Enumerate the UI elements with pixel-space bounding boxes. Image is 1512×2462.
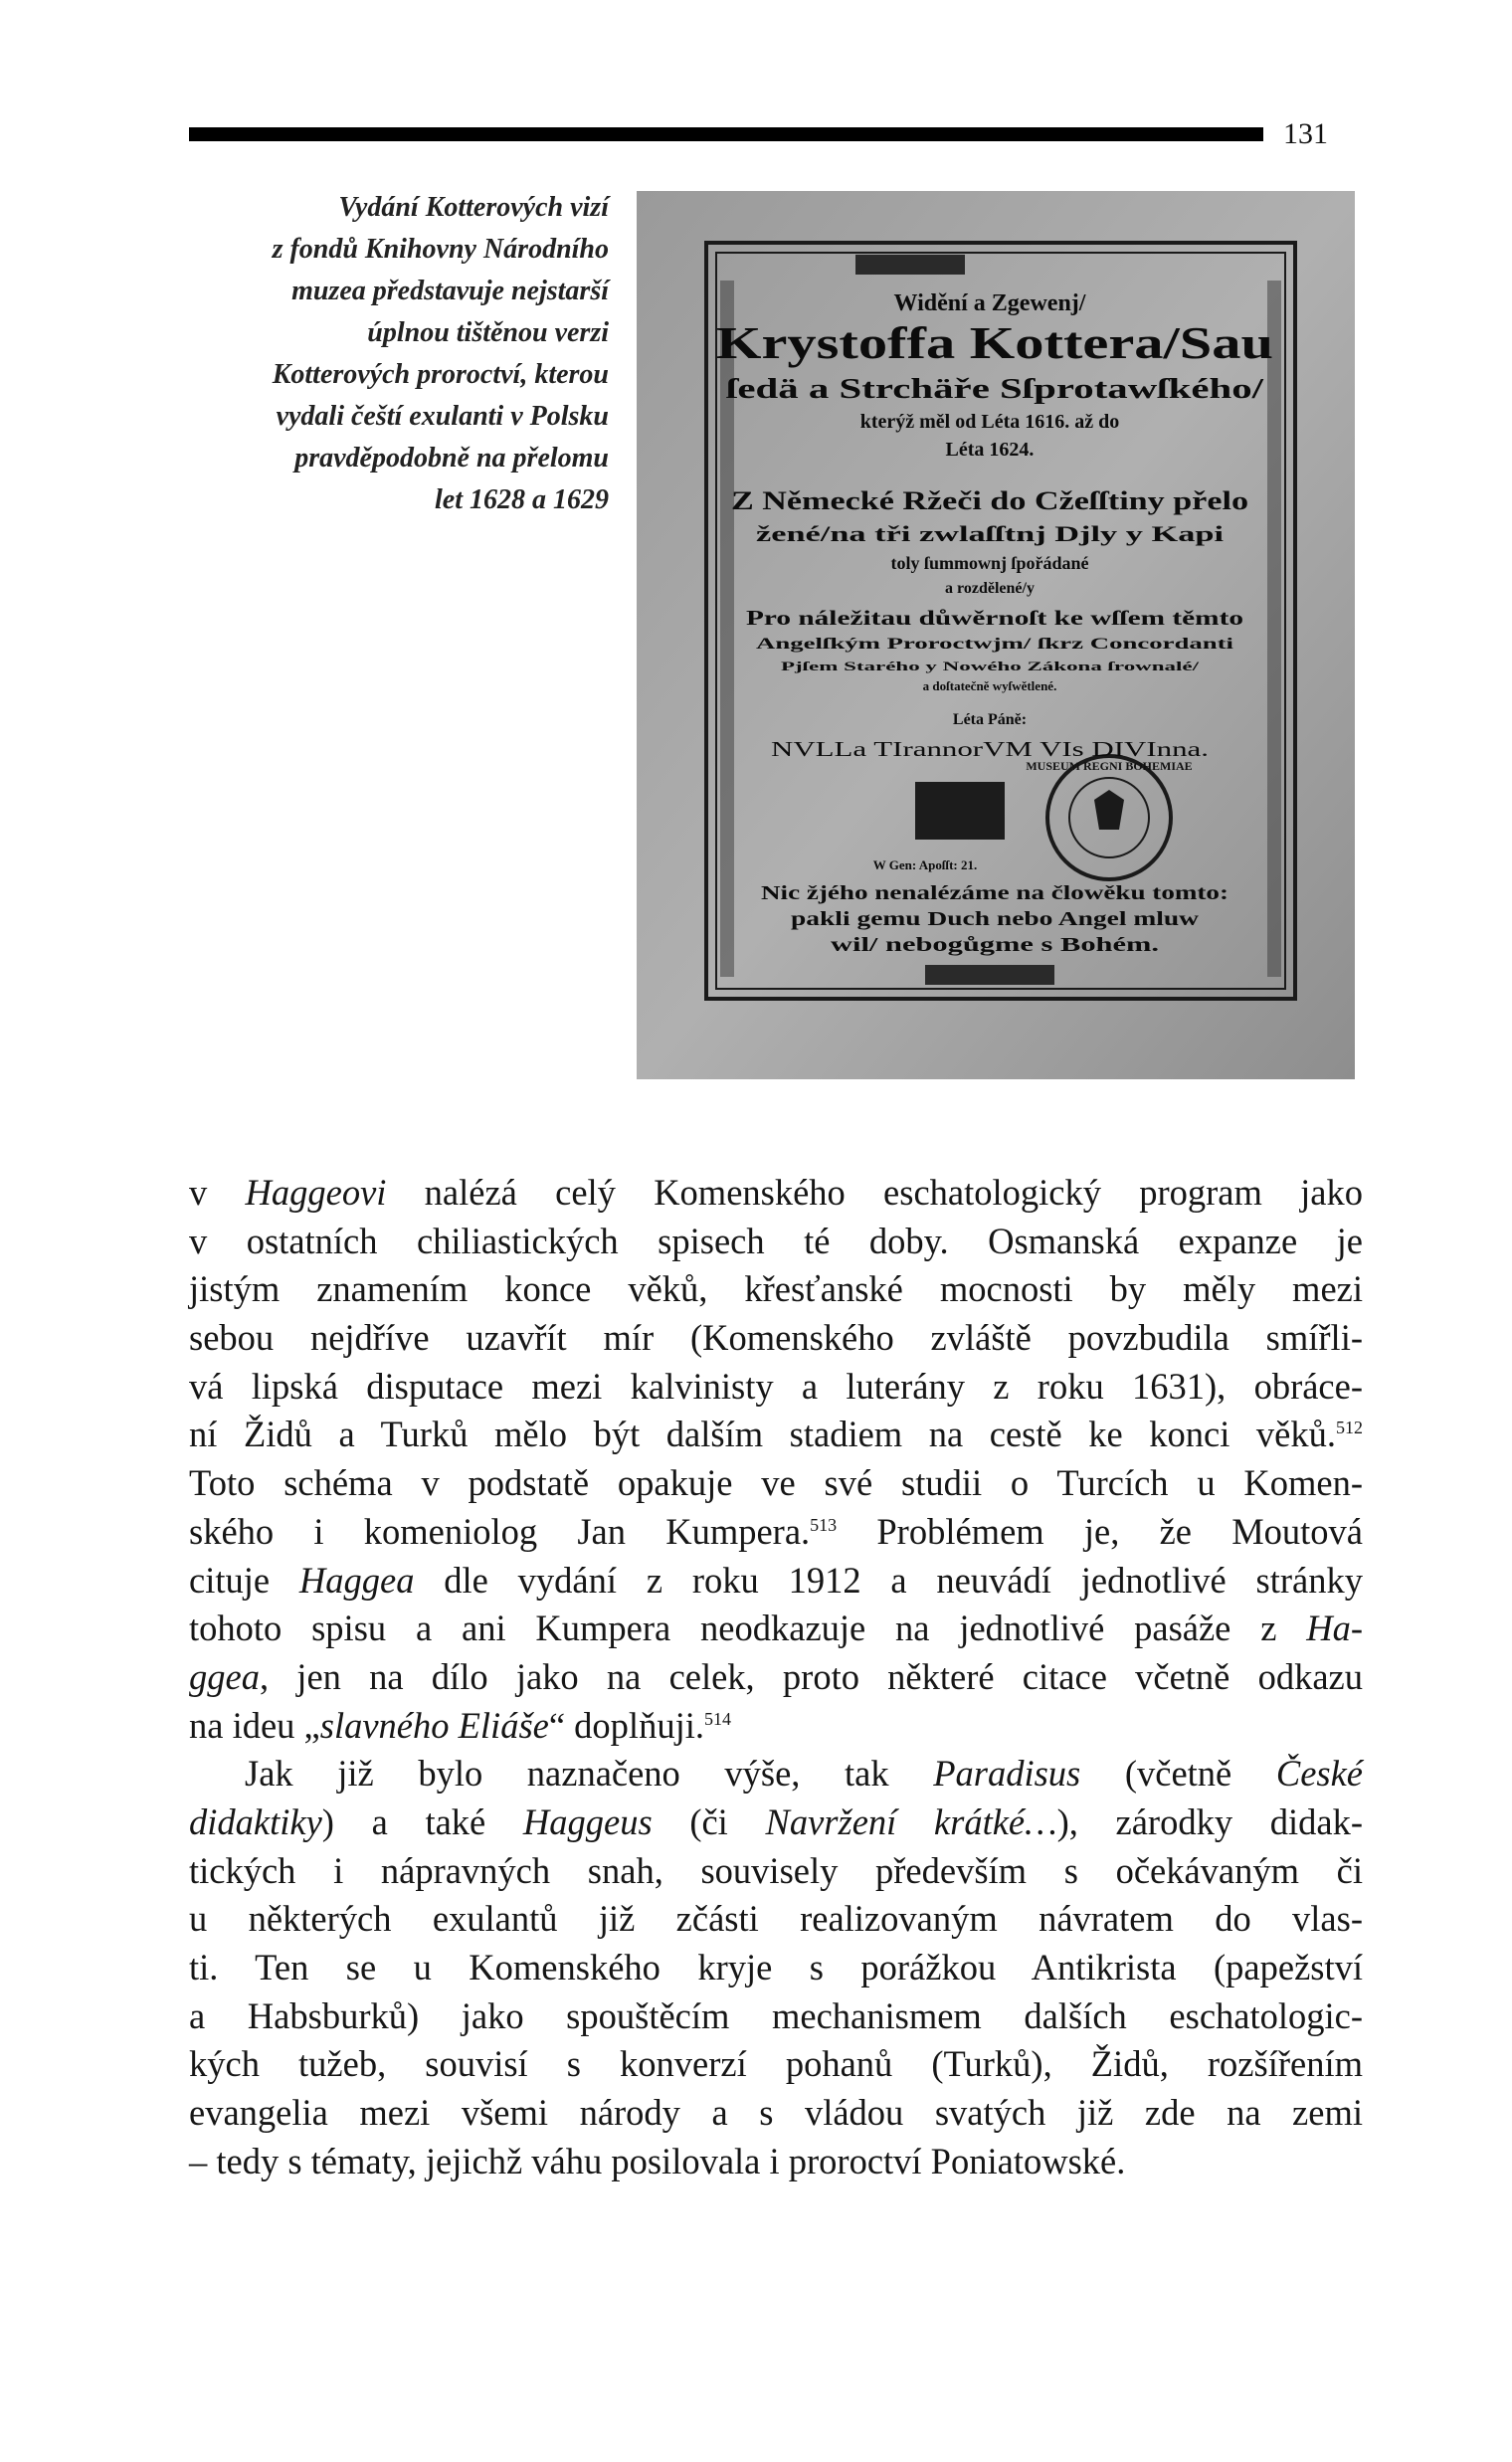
title-line: pakli gemu Duch nebo Angel mluw <box>791 908 1200 930</box>
text-run: ského i komeniolog Jan Kumpera. <box>189 1510 811 1552</box>
text-run: tických i nápravných snah, souvisely především s očekávaným či <box>189 1849 1363 1891</box>
title-line: kterýž měl od Léta 1616. až do <box>859 411 1120 433</box>
printer-device <box>915 782 1005 840</box>
text-run: tohoto spisu a ani Kumpera neodkazuje na jednotlivé pasáže z <box>189 1608 1307 1649</box>
body-line <box>189 1363 1363 1412</box>
figure-caption <box>179 187 609 521</box>
caption-line: let 1628 a 1629 <box>435 484 609 515</box>
body-line <box>189 1411 1363 1459</box>
body-line <box>189 1218 1363 1266</box>
text-run: Toto schéma v podstatě opakuje ve své studii o Turcích u Komen- <box>189 1462 1363 1504</box>
text-run: cituje <box>189 1559 299 1601</box>
body-line <box>189 1750 1363 1799</box>
body-line <box>189 2138 1363 2186</box>
text-run: v <box>189 1172 246 1213</box>
title-line: Léta 1624. <box>945 439 1035 461</box>
text-run: sebou nejdříve uzavřít mír (Komenského zvláště povzbudila smířli- <box>189 1317 1363 1359</box>
caption-line: Vydání Kotterových vizí <box>338 192 609 223</box>
title-line: Widění a Zgewenj/ <box>893 290 1086 316</box>
text-run: na ideu „ <box>189 1704 320 1746</box>
caption-line: pravděpodobně na přelomu <box>294 443 609 473</box>
text-run: (včetně <box>1080 1753 1276 1795</box>
italic-text: České <box>1275 1753 1363 1795</box>
text-run: vá lipská disputace mezi kalvinisty a luterány z roku 1631), obráce- <box>189 1365 1363 1407</box>
text-run: evangelia mezi všemi národy a s vládou svatých již zde na zemi <box>189 2092 1363 2134</box>
text-run: dle vydání z roku 1912 a neuvádí jednotlivé stránky <box>414 1559 1363 1601</box>
text-run: “ doplňuji. <box>548 1704 704 1746</box>
body-line <box>189 1702 1363 1751</box>
text-run: – tedy s tématy, jejichž váhu posilovala i proroctví Poniatowské. <box>189 2140 1126 2181</box>
text-run: Problémem je, že Moutová <box>837 1510 1363 1552</box>
text-run: , jen na dílo jako na celek, proto některé citace včetně odkazu <box>259 1655 1363 1697</box>
body-line <box>189 1799 1363 1847</box>
page-number: 131 <box>1283 117 1328 150</box>
body-line <box>189 1847 1363 1896</box>
title-line: Pjſem Starého y Nowého Zákona ſrownalé/ <box>781 659 1200 673</box>
body-line <box>189 2089 1363 2138</box>
text-run: a Habsburků) jako spouštěcím mechanismem dalších eschatologic- <box>189 1994 1363 2036</box>
title-line: Z Německé Ržeči do Cžeſſtiny přelo <box>731 486 1248 515</box>
title-line: Krystoffa Kottera/Sau <box>716 317 1273 368</box>
text-run: ní Židů a Turků mělo být dalším stadiem na cestě ke konci věků. <box>189 1414 1336 1455</box>
caption-line: vydali čeští exulanti v Polsku <box>276 401 609 432</box>
bottom-ornament <box>925 965 1054 985</box>
caption-line: z fondů Knihovny Národního <box>272 234 609 265</box>
title-line: žené/na tři zwlaſſtnj Djly y Kapi <box>756 521 1224 546</box>
italic-text: didaktiky <box>189 1800 322 1842</box>
top-ornament <box>855 255 965 275</box>
title-line: a rozdělené/y <box>945 580 1035 597</box>
italic-text: Haggeovi <box>245 1172 387 1213</box>
body-text <box>189 1169 1363 2185</box>
italic-text: Navržení krátké… <box>765 1800 1057 1842</box>
text-run: Jak již bylo naznačeno výše, tak <box>245 1753 934 1795</box>
title-line: Léta Páně: <box>952 711 1028 728</box>
italic-text: Paradisus <box>933 1753 1081 1795</box>
title-line: W Gen: Apoſſt: 21. <box>872 857 978 872</box>
text-run: v ostatních chiliastických spisech té doby. Osmanská expanze je <box>189 1220 1363 1261</box>
text-run: u některých exulantů již zčásti realizovaným návratem do vlas- <box>189 1898 1363 1940</box>
body-line <box>189 1557 1363 1606</box>
title-line: NVLLa TIrannorVM VIs DIVInna. <box>771 737 1209 761</box>
body-line <box>189 1459 1363 1508</box>
italic-text: Ha- <box>1306 1608 1363 1649</box>
text-run: ti. Ten se u Komenského kryje s porážkou Antikrista (papežství <box>189 1947 1363 1988</box>
body-line <box>189 1992 1363 2041</box>
title-line: Nic žjého nenalézáme na člowěku tomto: <box>761 882 1228 904</box>
title-line: toly ſummownj ſpořádané <box>890 553 1089 573</box>
footnote-marker: 512 <box>1336 1418 1363 1438</box>
title-line: wil/ nebogůgme s Bohém. <box>831 934 1159 956</box>
title-line: Angelſkým Proroctwjm/ ſkrz Concordanti <box>756 636 1234 653</box>
footnote-marker: 513 <box>810 1514 838 1535</box>
body-line <box>189 2040 1363 2089</box>
body-line <box>189 1653 1363 1702</box>
text-run: ) a také <box>321 1800 523 1842</box>
right-border-ornament <box>1267 281 1281 977</box>
body-line <box>189 1265 1363 1314</box>
body-line <box>189 1169 1363 1218</box>
title-line: Pro náležitau důwěrnoſt ke wſſem těmto <box>746 606 1243 630</box>
caption-line: Kotterových proroctví, kterou <box>272 359 609 390</box>
italic-text: Haggeus <box>522 1800 653 1842</box>
text-run: (či <box>652 1800 766 1842</box>
title-line: ſedä a Strchäře Sſprotawſkého/ <box>726 374 1265 405</box>
text-run: kých tužeb, souvisí s konverzí pohanů (Turků), Židů, rozšířením <box>189 2043 1363 2085</box>
body-line <box>189 1895 1363 1944</box>
text-run: jistým znamením konce věků, křesťanské mocnosti by měly mezi <box>189 1268 1363 1310</box>
caption-line: muzea představuje nejstarší <box>291 276 609 306</box>
title-line: a doſtatečně wyſwětlené. <box>922 678 1057 693</box>
body-line <box>189 1314 1363 1363</box>
text-run: ), zárodky didak- <box>1056 1800 1363 1842</box>
body-line <box>189 1944 1363 1992</box>
text-run: nalézá celý Komenského eschatologický program jako <box>386 1172 1363 1213</box>
header-rule <box>189 127 1263 141</box>
italic-text: Haggea <box>298 1559 415 1601</box>
italic-text: ggea <box>189 1655 260 1697</box>
footnote-marker: 514 <box>703 1708 731 1729</box>
stamp-text: MUSEUM REGNI BOHEMIAE <box>1026 759 1193 773</box>
title-page-image <box>637 191 1355 1079</box>
italic-text: slavného Eliáše <box>319 1704 549 1746</box>
body-line <box>189 1605 1363 1653</box>
body-line <box>189 1508 1363 1557</box>
caption-line: úplnou tištěnou verzi <box>367 317 609 348</box>
